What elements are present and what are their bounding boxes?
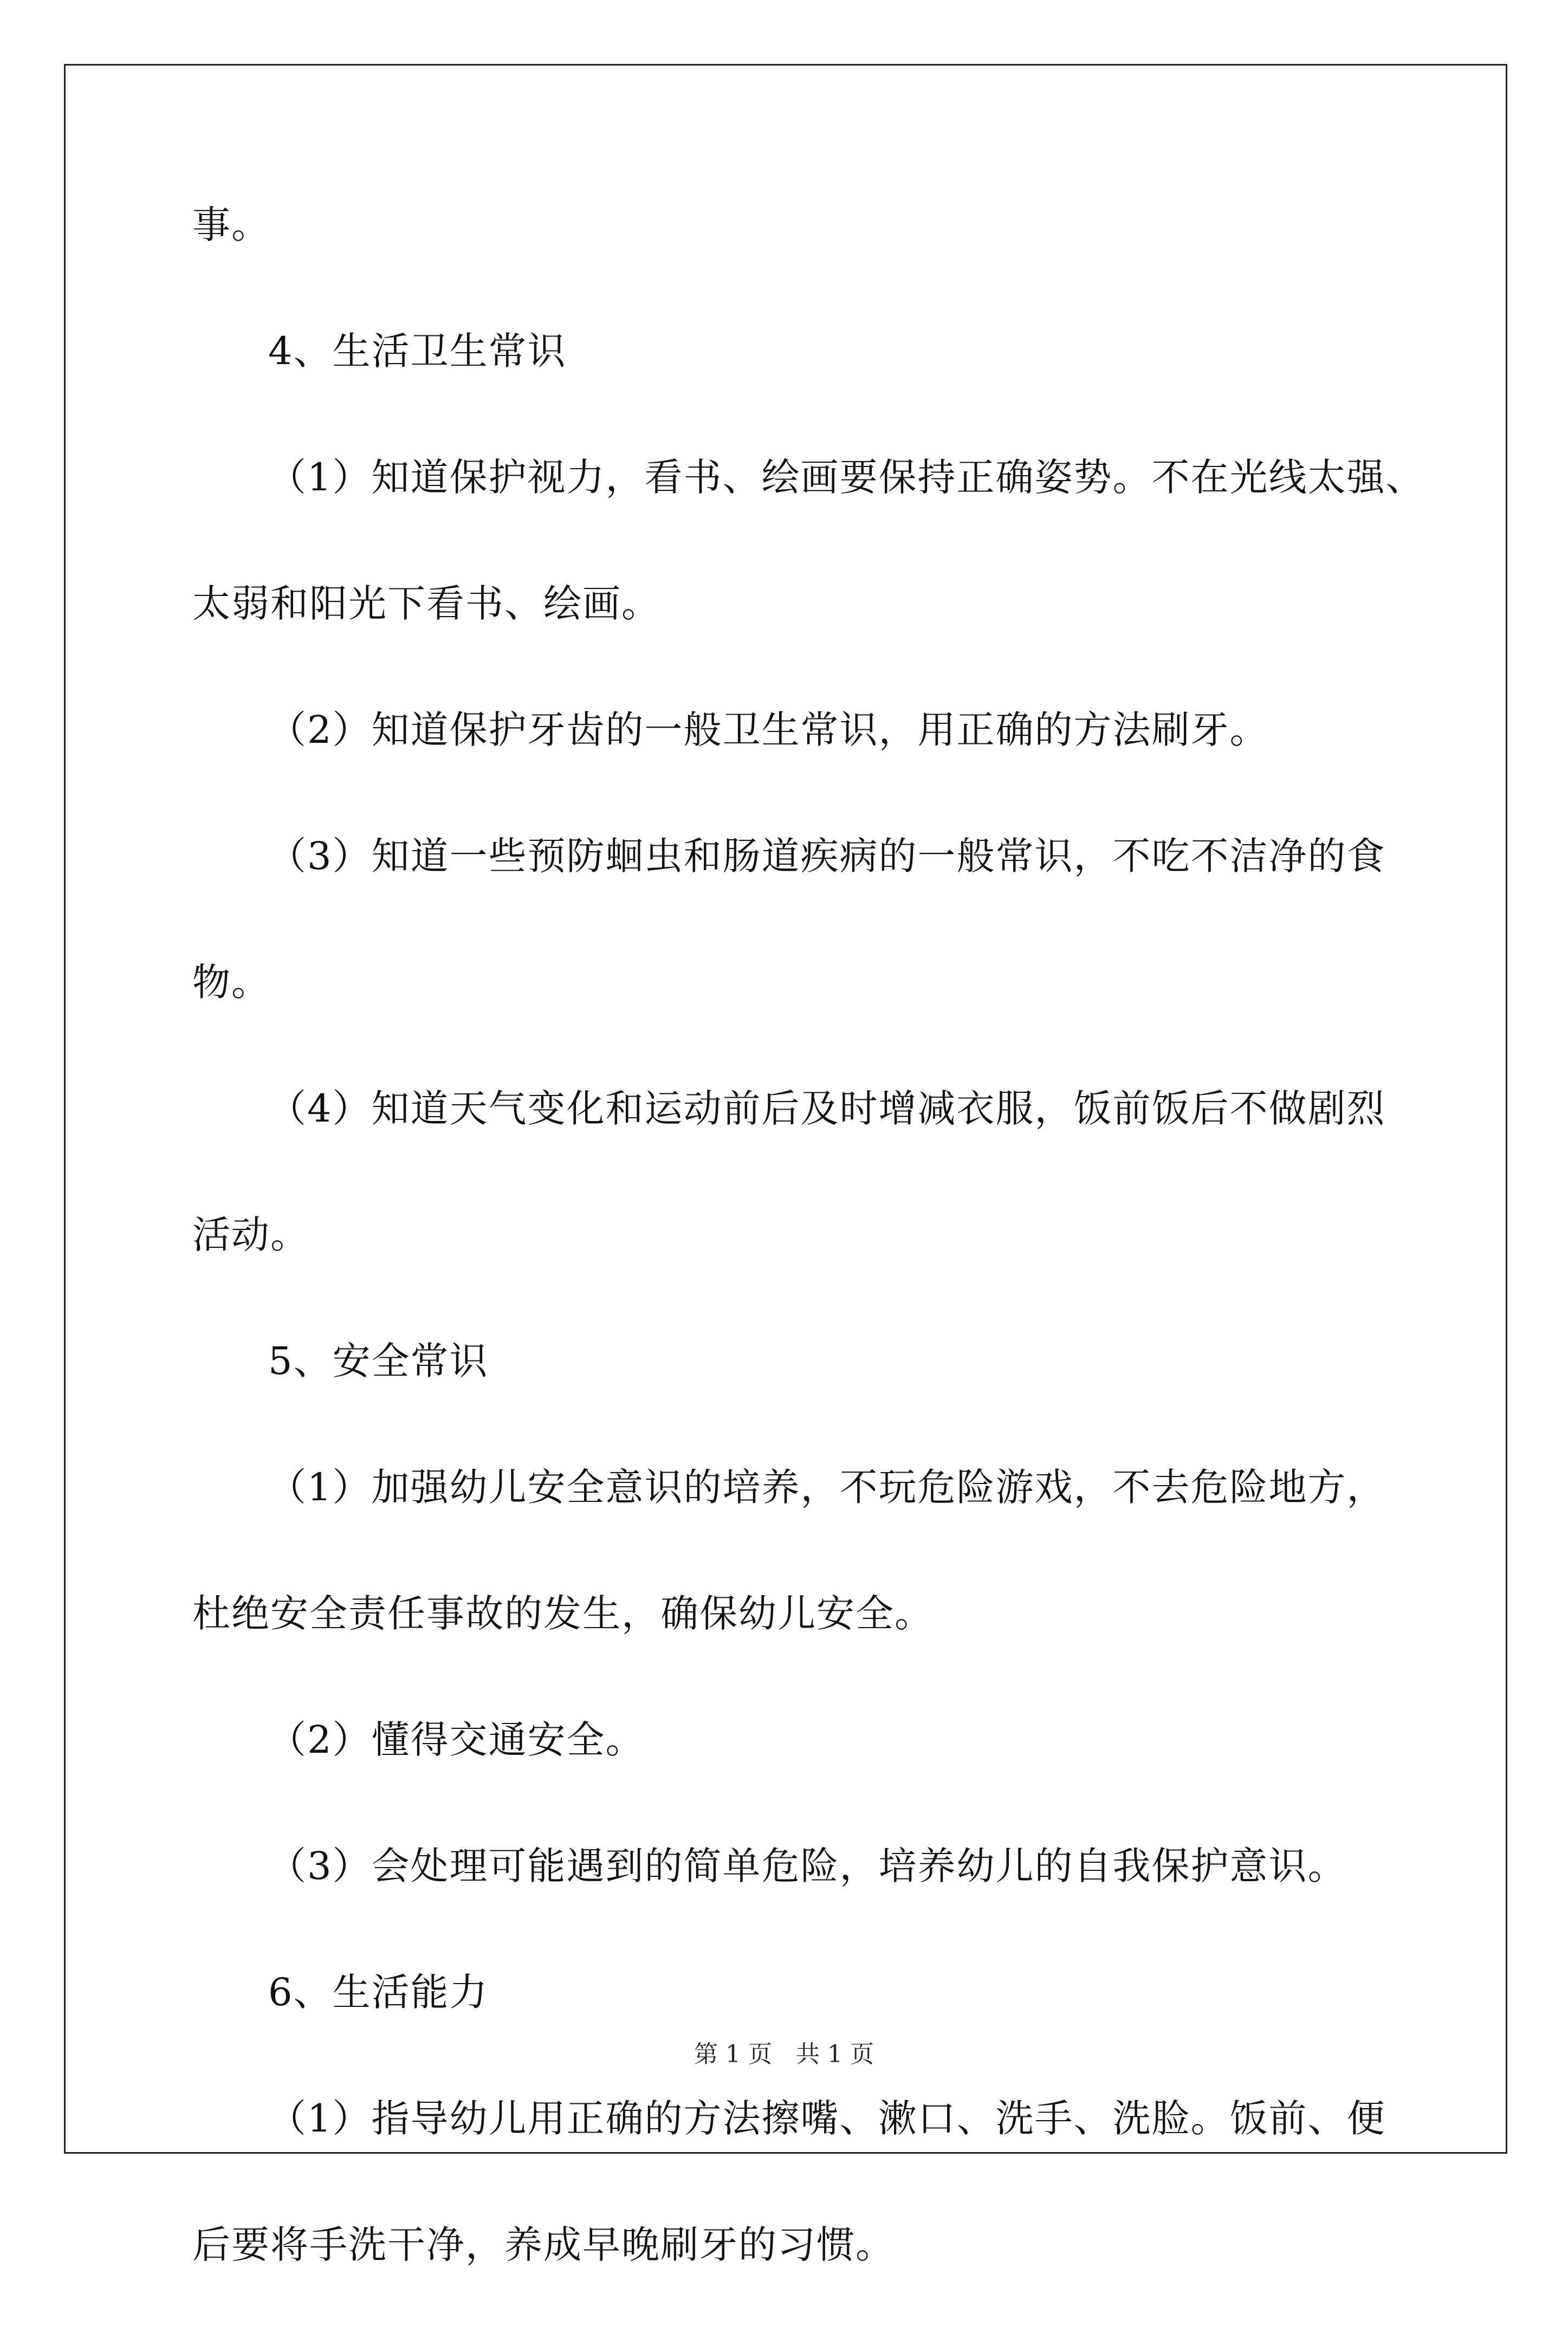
text-line: （2）知道保护牙齿的一般卫生常识，用正确的方法刷牙。 [268,708,1269,752]
section-heading-life-skills: 6、生活能力 [268,1970,489,2014]
section-heading-safety: 5、安全常识 [268,1339,489,1383]
text-line: （1）指导幼儿用正确的方法擦嘴、漱口、洗手、洗脸。饭前、便 [268,2096,1386,2141]
text-line: 后要将手洗干净，养成早晚刷牙的习惯。 [192,2223,895,2267]
text-line: （2）懂得交通安全。 [268,1718,645,1762]
text-line: 杜绝安全责任事故的发生，确保幼儿安全。 [192,1591,934,1636]
text-line: （3）知道一些预防蛔虫和肠道疾病的一般常识，不吃不洁净的食 [268,834,1386,878]
text-line: 太弱和阳光下看书、绘画。 [192,581,660,626]
text-line: 事。 [192,203,270,247]
text-line: （4）知道天气变化和运动前后及时增减衣服，饭前饭后不做剧烈 [268,1086,1386,1131]
section-heading-hygiene: 4、生活卫生常识 [268,329,567,373]
document-body [192,203,1425,2352]
text-line: 活动。 [192,1213,309,1257]
text-line: （3）会处理可能遇到的简单危险，培养幼儿的自我保护意识。 [268,1844,1347,1888]
text-line: （1）加强幼儿安全意识的培养，不玩危险游戏，不去危险地方， [268,1465,1386,1509]
text-line: 物。 [192,960,270,1005]
text-line: （1）知道保护视力，看书、绘画要保持正确姿势。不在光线太强、 [268,455,1425,500]
page-number-footer: 第 1 页 共 1 页 [694,2040,874,2068]
